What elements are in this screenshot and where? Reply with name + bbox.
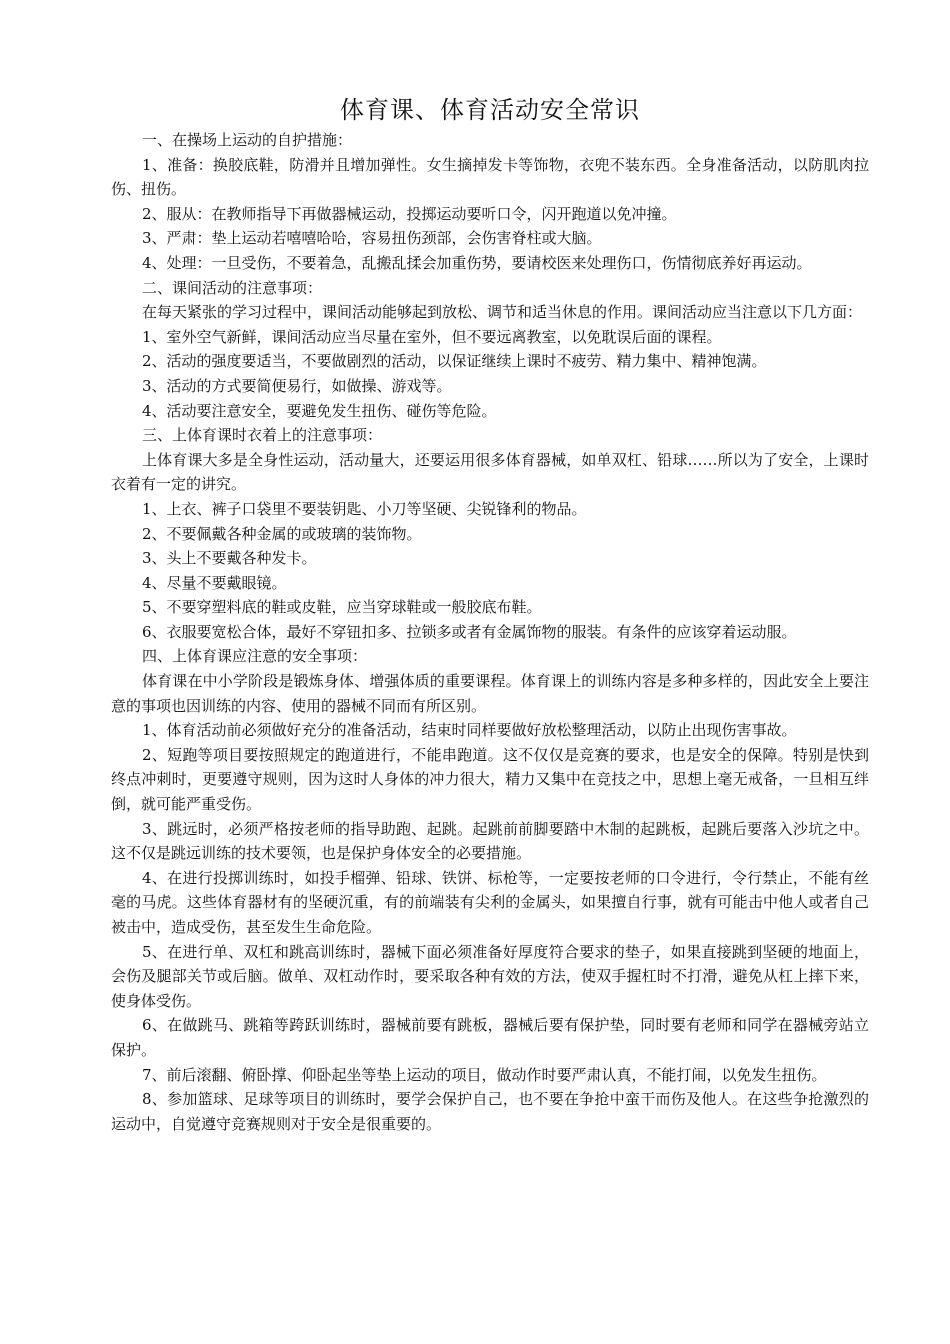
paragraph: 体育课在中小学阶段是锻炼身体、增强体质的重要课程。体育课上的训练内容是多种多样的，因此安全上要注意的事项也因训练的内容、使用的器械不同而有所区别。 (111, 672, 869, 715)
paragraph: 2、活动的强度要适当，不要做剧烈的活动，以保证继续上课时不疲劳、精力集中、精神饱满。 (142, 352, 767, 371)
paragraph: 7、前后滚翻、俯卧撑、仰卧起坐等垫上运动的项目，做动作时要严肃认真，不能打闹，以免发生扭伤。 (142, 1065, 827, 1084)
document-page (111, 92, 869, 1136)
paragraph: 在每天紧张的学习过程中，课间活动能够起到放松、调节和适当休息的作用。课间活动应当注意以下几方面： (142, 303, 863, 322)
paragraph: 2、服从：在教师指导下再做器械运动，投掷运动要听口令，闪开跑道以免冲撞。 (142, 204, 677, 223)
paragraph: 6、在做跳马、跳箱等跨跃训练时，器械前要有跳板，器械后要有保护垫，同时要有老师和同学在器械旁站立保护。 (111, 1016, 869, 1059)
paragraph: 3、头上不要戴各种发卡。 (142, 549, 317, 568)
paragraph: 6、衣服要宽松合体，最好不穿钮扣多、拉锁多或者有金属饰物的服装。有条件的应该穿着运动服。 (142, 622, 797, 641)
paragraph: 1、室外空气新鲜，课间活动应当尽量在室外，但不要远离教室，以免耽误后面的课程。 (142, 327, 722, 346)
paragraph: 1、体育活动前必须做好充分的准备活动，结束时同样要做好放松整理活动，以防止出现伤害事故。 (142, 721, 797, 740)
paragraph: 5、不要穿塑料底的鞋或皮鞋，应当穿球鞋或一般胶底布鞋。 (142, 598, 542, 617)
paragraph: 4、活动要注意安全，要避免发生扭伤、碰伤等危险。 (142, 401, 497, 420)
paragraph: 四、上体育课应注意的安全事项： (142, 647, 368, 666)
paragraph: 上体育课大多是全身性运动，活动量大，还要运用很多体育器械，如单双杠、铅球……所以为了安全，上课时衣着有一定的讲究。 (111, 450, 869, 494)
paragraph: 2、不要佩戴各种金属的或玻璃的装饰物。 (142, 524, 422, 543)
paragraph: 二、课间活动的注意事项： (142, 278, 323, 297)
paragraph: 4、在进行投掷训练时，如投手榴弹、铅球、铁饼、标枪等，一定要按老师的口令进行，令行禁止，不能有丝毫的马虎。这些体育器材有的坚硬沉重，有的前端装有尖利的金属头，如果擅自行事，就有可能击中他人或者自己被击中，造成受伤，甚至发生生命危险。 (111, 868, 869, 936)
paragraph: 一、在操场上运动的自护措施： (142, 131, 353, 149)
paragraph: 3、严肃：垫上运动若嘻嘻哈哈，容易扭伤颈部，会伤害脊柱或大脑。 (142, 229, 602, 248)
paragraph: 3、活动的方式要简便易行，如做操、游戏等。 (142, 376, 452, 395)
document-title: 体育课、体育活动安全常识 (340, 96, 640, 124)
document-body (111, 128, 869, 1136)
paragraph: 1、上衣、裤子口袋里不要装钥匙、小刀等坚硬、尖锐锋利的物品。 (142, 499, 587, 518)
paragraph: 5、在进行单、双杠和跳高训练时，器械下面必须准备好厚度符合要求的垫子，如果直接跳到坚硬的地面上，会伤及腿部关节或后脑。做单、双杠动作时，要采取各种有效的方法，使双手握杠时不打滑，避免从杠上摔下来，使身体受伤。 (111, 942, 869, 1010)
paragraph: 3、跳远时，必须严格按老师的指导助跑、起跳。起跳前前脚要踏中木制的起跳板，起跳后要落入沙坑之中。这不仅是跳远训练的技术要领，也是保护身体安全的必要措施。 (111, 819, 869, 863)
paragraph: 2、短跑等项目要按照规定的跑道进行，不能串跑道。这不仅仅是竞赛的要求，也是安全的保障。特别是快到终点冲刺时，更要遵守规则，因为这时人身体的冲力很大，精力又集中在竞技之中，思想上毫无戒备，一旦相互绊倒，就可能严重受伤。 (111, 745, 869, 814)
paragraph: 1、准备：换胶底鞋，防滑并且增加弹性。女生摘掉发卡等饰物，衣兜不装东西。全身准备活动，以防肌肉拉伤、扭伤。 (111, 155, 869, 199)
paragraph: 4、尽量不要戴眼镜。 (142, 573, 287, 592)
paragraph: 8、参加篮球、足球等项目的训练时，要学会保护自己，也不要在争抢中蛮干而伤及他人。在这些争抢激烈的运动中，自觉遵守竞赛规则对于安全是很重要的。 (111, 1090, 869, 1133)
paragraph: 4、处理：一旦受伤，不要着急，乱搬乱揉会加重伤势，要请校医来处理伤口，伤情彻底养好再运动。 (142, 253, 812, 272)
paragraph: 三、上体育课时衣着上的注意事项： (142, 426, 383, 445)
